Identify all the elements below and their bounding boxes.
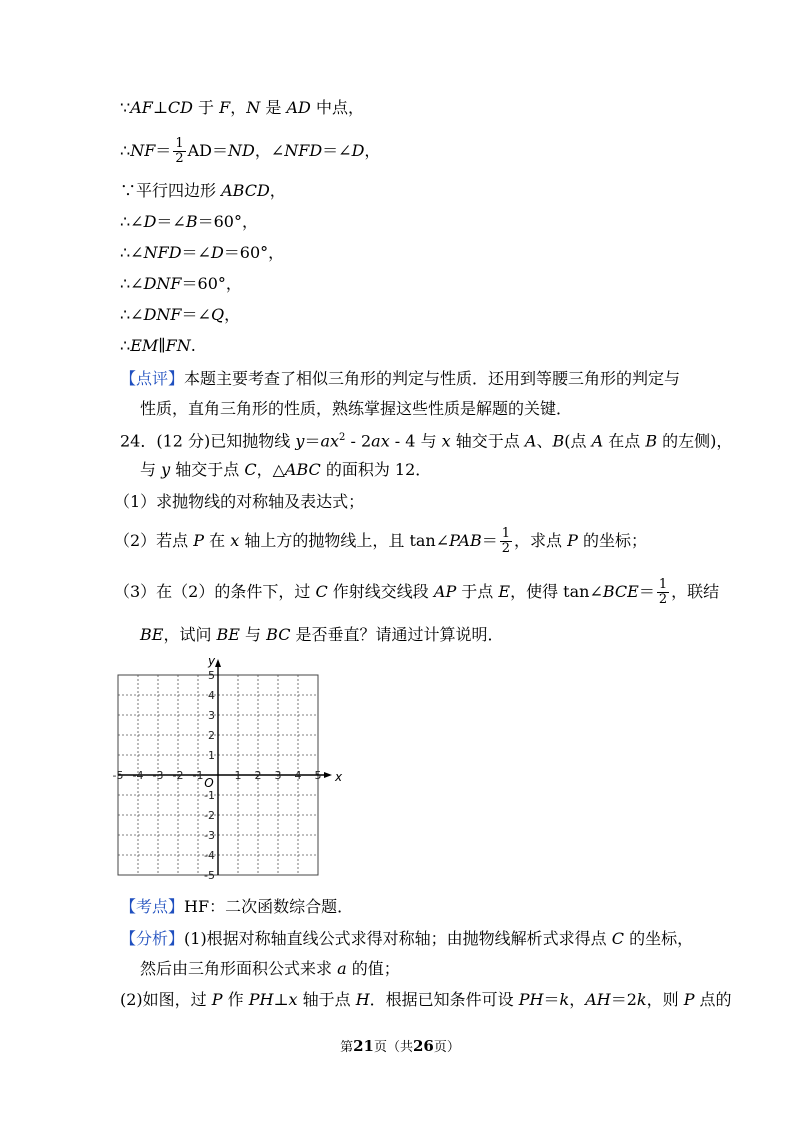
fenxi-line-2: 然后由三角形面积公式来求 a 的值； (140, 959, 400, 978)
y-tick-label: 2 (208, 729, 215, 742)
y-tick-label: 5 (208, 669, 215, 682)
fenxi-line-3: (2)如图，过 P 作 PH⊥x 轴于点 H．根据已知条件可设 PH＝k，AH＝2k，则 P 点的 (120, 990, 732, 1009)
question-24-line-2: 与 y 轴交于点 C，△ABC 的面积为 12． (140, 460, 432, 479)
x-tick-label: 3 (274, 769, 282, 782)
y-tick-label: -5 (204, 869, 215, 882)
line-angle-nfd: ∴∠NFD＝∠D＝60°， (120, 243, 285, 262)
x-tick-label: -2 (172, 769, 184, 782)
y-tick-label: -4 (204, 849, 215, 862)
line-angle-dnf: ∴∠DNF＝60°， (120, 274, 242, 293)
y-tick-label: 4 (208, 689, 215, 702)
fenxi-tag: 【分析】 (120, 929, 185, 948)
line-parallelogram: ∵平行四边形 ABCD， (120, 181, 286, 200)
comment-line-1: 【点评】本题主要考查了相似三角形的判定与性质．还用到等腰三角形的判定与 (120, 369, 681, 388)
line-nf-half-ad: ∴NF＝ $\frac{1}{2}$ AD＝ND，∠NFD＝∠D， (120, 136, 381, 166)
comment-line-2: 性质，直角三角形的性质，熟练掌握这些性质是解题的关键． (140, 399, 573, 418)
line-em-parallel-fn: ∴EM∥FN. (120, 336, 196, 355)
part-2: （2）若点 P 在 x 轴上方的抛物线上，且 tan∠PAB＝ $\frac{1}{2}$ ，求点 P 的坐标； (114, 526, 647, 556)
x-tick-label: 1 (234, 769, 242, 782)
y-tick-label: -1 (204, 789, 215, 802)
question-24-line-1: 24．(12 分)已知抛物线 $y=ax^2 - 2ax - 4$ 与 x 轴交于点 A、B(点 A 在点 B 的左侧)， (120, 431, 733, 451)
part-1: （1）求抛物线的对称轴及表达式； (114, 492, 365, 511)
line-angle-d-b: ∴∠D＝∠B＝60°， (120, 212, 258, 231)
coordinate-grid (112, 650, 348, 882)
x-axis-arrow (324, 772, 332, 778)
line-angle-dnf-q: ∴∠DNF＝∠Q， (120, 305, 241, 324)
y-tick-label: -3 (204, 829, 215, 842)
fraction-one-half: $\frac{1}{2}$ (658, 577, 668, 607)
y-tick-label: 3 (208, 709, 215, 722)
page-footer: 第21页（共26页） (340, 1037, 460, 1055)
comment-tag: 【点评】 (120, 369, 185, 388)
y-tick-label: 1 (208, 749, 215, 762)
x-tick-label: 4 (294, 769, 302, 782)
y-axis-label: y (208, 654, 216, 668)
x-tick-label: 2 (254, 769, 262, 782)
y-axis-arrow (215, 659, 221, 667)
x-axis-label: x (335, 770, 343, 784)
x-tick-label: 5 (314, 769, 322, 782)
part-3-line-2: BE，试问 BE 与 BC 是否垂直？请通过计算说明． (140, 625, 504, 644)
fraction-one-half: $\frac{1}{2}$ (501, 526, 511, 556)
x-tick-label: -4 (132, 769, 144, 782)
part-3: （3）在（2）的条件下，过 C 作射线交线段 AP 于点 E，使得 tan∠BCE＝ $\frac{1}{2}$ ，联结 (114, 577, 720, 607)
x-tick-label: -1 (192, 769, 204, 782)
x-tick-label: -5 (112, 769, 124, 782)
fraction-one-half: $\frac{1}{2}$ (175, 136, 184, 166)
kaodian-tag: 【考点】 (120, 897, 185, 916)
kaodian-line: 【考点】HF：二次函数综合题． (120, 897, 354, 916)
y-tick-label: -2 (204, 809, 215, 822)
origin-label: O (204, 776, 214, 790)
line-af-perp-cd: ∵AF⊥CD 于 F，N 是 AD 中点， (120, 98, 364, 117)
fenxi-line-1: 【分析】(1)根据对称轴直线公式求得对称轴；由抛物线解析式求得点 C 的坐标， (120, 929, 694, 948)
x-tick-label: -3 (152, 769, 164, 782)
